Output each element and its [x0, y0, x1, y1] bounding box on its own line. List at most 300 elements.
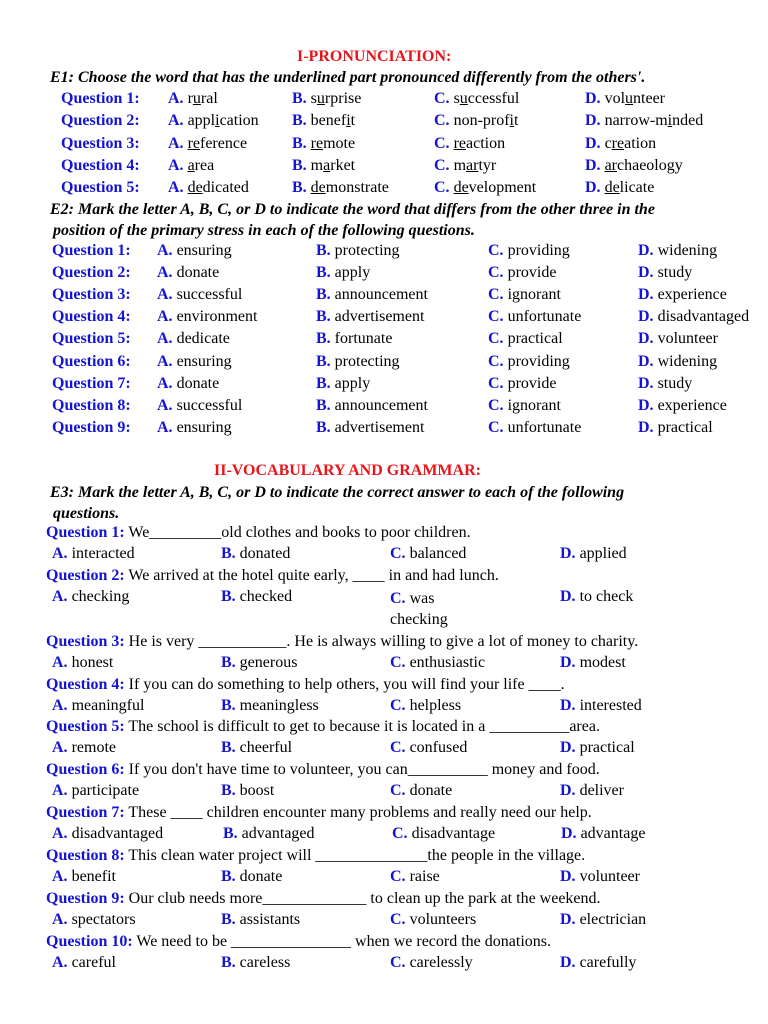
option-letter: C.: [488, 264, 504, 282]
answer-option: [638, 264, 692, 282]
question-label: Question 8:: [46, 847, 125, 864]
answer-option: [52, 782, 139, 800]
answer-option: [638, 242, 717, 260]
option-text: checking: [67, 588, 130, 605]
option-text: apply: [330, 264, 371, 282]
question-label: Question 2:: [61, 112, 140, 130]
question-text: We arrived at the hotel quite early, ____ in and had lunch.: [124, 567, 499, 584]
option-letter: B.: [221, 654, 236, 671]
option-text: disadvantaged: [653, 308, 750, 326]
option-letter: D.: [560, 588, 576, 605]
question-stem: [46, 933, 551, 951]
option-letter: D.: [560, 868, 576, 885]
answer-option: [390, 868, 440, 886]
option-letter: C.: [390, 739, 406, 756]
option-letter: D.: [638, 374, 654, 392]
option-letter: A.: [157, 352, 173, 370]
option-letter: D.: [560, 739, 576, 756]
question-stem: [46, 890, 601, 908]
answer-option: [560, 697, 642, 715]
option-text-suffix: licate: [619, 179, 655, 197]
underlined-part: i: [667, 112, 673, 130]
option-text-suffix: action: [466, 134, 506, 152]
option-letter: D.: [638, 286, 654, 304]
question-text: If you don't have time to volunteer, you can__________ money and food.: [124, 761, 600, 778]
option-text: participate: [67, 782, 140, 799]
answer-option: [434, 112, 518, 130]
question-label: Question 1:: [46, 524, 125, 541]
option-text: ensuring: [172, 242, 232, 259]
question-stem: [46, 804, 592, 822]
option-letter: D.: [638, 330, 654, 348]
option-letter: B.: [292, 134, 307, 152]
answer-option: [52, 868, 116, 886]
underlined-part: re: [611, 134, 625, 152]
option-text-suffix: rket: [330, 156, 356, 174]
option-letter: D.: [560, 954, 576, 971]
e1-instruction: E1: Choose the word that has the underlined part pronounced differently from the others'.: [50, 69, 646, 86]
answer-option: [488, 397, 561, 415]
option-text: honest: [67, 654, 114, 671]
option-letter: D.: [585, 134, 601, 152]
option-text: generous: [235, 654, 298, 671]
option-text: careless: [235, 954, 291, 971]
answer-option: [157, 286, 242, 304]
question-label: Question 4:: [46, 676, 125, 693]
option-text: unfortunate: [503, 308, 582, 326]
option-letter: B.: [316, 330, 331, 348]
question-label: Question 2:: [46, 567, 125, 584]
answer-option: [292, 112, 355, 130]
question-label: Question 10:: [46, 933, 133, 950]
option-letter: A.: [168, 179, 184, 197]
underlined-part: a: [187, 156, 195, 174]
option-letter: B.: [221, 954, 236, 971]
option-text-suffix: rea: [194, 156, 215, 174]
option-letter: B.: [223, 825, 238, 842]
option-letter: C.: [434, 134, 450, 152]
underlined-part: u: [192, 90, 201, 107]
answer-option: [434, 179, 536, 197]
answer-option: [560, 739, 635, 757]
underlined-part: i: [215, 112, 220, 130]
option-text: electrician: [575, 911, 647, 928]
option-text: ensuring: [172, 352, 232, 370]
option-letter: C.: [488, 330, 504, 348]
question-label: Question 6:: [52, 352, 131, 370]
answer-option: [316, 330, 392, 348]
option-text-suffix: ccessful: [467, 90, 520, 107]
option-letter: B.: [316, 242, 331, 259]
answer-option: [585, 179, 654, 197]
answer-option: [390, 782, 452, 800]
option-text-prefix: s: [306, 90, 317, 107]
underlined-part: i: [509, 112, 514, 130]
option-letter: B.: [292, 112, 307, 130]
answer-option: [390, 588, 448, 630]
option-letter: B.: [221, 588, 236, 605]
option-text: experience: [653, 286, 727, 304]
answer-option: [52, 954, 116, 972]
option-letter: C.: [390, 590, 406, 607]
answer-option: [168, 90, 218, 108]
answer-option: [221, 911, 300, 929]
underlined-part: u: [316, 90, 325, 107]
answer-option: [392, 825, 495, 843]
option-text: study: [653, 374, 693, 392]
answer-option: [488, 353, 570, 371]
option-letter: C.: [488, 242, 504, 259]
option-letter: A.: [157, 286, 173, 304]
option-text: announcement: [330, 396, 428, 414]
answer-option: [168, 135, 247, 153]
answer-option: [316, 242, 400, 260]
option-letter: C.: [488, 396, 504, 414]
option-letter: A.: [52, 868, 68, 885]
question-text: We_________old clothes and books to poor children.: [124, 524, 471, 541]
question-label: Question 9:: [46, 890, 125, 907]
option-text: carelessly: [405, 954, 473, 971]
option-text: deliver: [575, 782, 624, 799]
option-text-suffix: mote: [323, 134, 356, 152]
option-text-prefix: m: [306, 156, 324, 174]
answer-option: [434, 135, 505, 153]
answer-option: [638, 353, 717, 371]
e3-instruction-line1: E3: Mark the letter A, B, C, or D to indicate the correct answer to each of the following: [50, 484, 625, 501]
answer-option: [488, 286, 561, 304]
option-text: advantaged: [237, 825, 315, 842]
option-text: meaningless: [235, 697, 319, 714]
option-text: checked: [235, 588, 293, 605]
answer-option: [292, 157, 355, 175]
question-label: Question 3:: [46, 633, 125, 650]
option-letter: A.: [52, 739, 68, 756]
option-letter: A.: [157, 308, 173, 326]
option-text-suffix: nteer: [633, 90, 665, 107]
option-letter: B.: [292, 90, 307, 107]
answer-option: [221, 739, 292, 757]
option-letter: C.: [434, 156, 450, 174]
option-letter: C.: [390, 911, 406, 928]
option-text: modest: [575, 654, 626, 671]
answer-option: [316, 286, 428, 304]
option-letter: C.: [434, 90, 450, 107]
option-letter: D.: [638, 264, 654, 282]
option-text: advertisement: [330, 308, 425, 326]
question-stem: [46, 567, 499, 585]
answer-option: [585, 135, 656, 153]
option-letter: D.: [560, 545, 576, 562]
option-text: advantage: [576, 825, 646, 842]
answer-option: [316, 353, 400, 371]
question-text: He is very ___________. He is always willing to give a lot of money to charity.: [124, 633, 639, 650]
answer-option: [560, 954, 636, 972]
option-letter: C.: [392, 825, 408, 842]
option-letter: A.: [52, 782, 68, 799]
question-stem: [46, 761, 600, 779]
answer-option: [316, 419, 424, 437]
option-text-prefix: narrow-m: [600, 112, 668, 130]
answer-option: [488, 242, 570, 260]
answer-option: [52, 654, 113, 672]
option-letter: D.: [585, 179, 601, 197]
answer-option: [316, 397, 428, 415]
option-text: practical: [653, 418, 713, 436]
answer-option: [638, 330, 718, 348]
option-letter: A.: [52, 954, 68, 971]
option-text: volunteers: [405, 911, 477, 928]
option-text: spectators: [67, 911, 136, 928]
answer-option: [221, 954, 290, 972]
answer-option: [560, 654, 626, 672]
option-text: was: [405, 590, 435, 607]
option-letter: B.: [221, 911, 236, 928]
option-letter: A.: [157, 374, 173, 392]
option-letter: A.: [157, 330, 173, 348]
option-text: enthusiastic: [405, 654, 486, 671]
question-label: Question 4:: [52, 308, 131, 326]
option-letter: B.: [316, 396, 331, 414]
option-text-suffix: t: [350, 112, 356, 130]
option-text: cheerful: [235, 739, 293, 756]
option-letter: A.: [168, 90, 184, 107]
option-text: ignorant: [503, 286, 561, 304]
option-letter: D.: [638, 396, 654, 414]
option-letter: A.: [52, 588, 68, 605]
question-label: Question 9:: [52, 418, 131, 436]
answer-option: [157, 242, 232, 260]
option-text: successful: [172, 396, 243, 414]
option-text-prefix: s: [449, 90, 460, 107]
e2-instruction-line2: position of the primary stress in each of the following questions.: [53, 222, 475, 239]
option-text: volunteer: [575, 868, 640, 885]
answer-option: [292, 90, 361, 108]
underlined-part: de: [604, 179, 620, 197]
option-letter: C.: [434, 179, 450, 197]
option-text-suffix: cation: [219, 112, 259, 130]
option-letter: A.: [168, 134, 184, 152]
option-text: applied: [575, 545, 627, 562]
option-letter: A.: [168, 156, 184, 174]
option-text-prefix: m: [449, 156, 467, 174]
option-letter: B.: [316, 418, 331, 436]
option-text: practical: [575, 739, 635, 756]
option-letter: B.: [316, 352, 331, 370]
underlined-part: re: [310, 134, 324, 152]
option-letter: C.: [390, 954, 406, 971]
option-letter: B.: [221, 739, 236, 756]
option-letter: A.: [157, 264, 173, 282]
option-text-suffix: monstrate: [325, 179, 389, 197]
answer-option: [560, 911, 646, 929]
option-letter: C.: [488, 374, 504, 392]
underlined-part: u: [625, 90, 634, 107]
option-letter: B.: [316, 308, 331, 326]
answer-option: [157, 375, 219, 393]
option-text: meaningful: [67, 697, 145, 714]
answer-option: [560, 868, 640, 886]
option-text: providing: [503, 242, 570, 259]
underlined-part: re: [453, 134, 466, 152]
option-letter: C.: [488, 286, 504, 304]
option-text: benefit: [67, 868, 116, 885]
option-text: unfortunate: [503, 418, 582, 436]
question-stem: [46, 524, 471, 542]
underlined-part: ar: [604, 156, 617, 174]
answer-option: [390, 739, 467, 757]
option-letter: A.: [52, 825, 68, 842]
option-letter: C.: [390, 782, 406, 799]
question-label: Question 7:: [52, 374, 131, 392]
option-letter: D.: [561, 825, 577, 842]
option-text: providing: [503, 352, 570, 370]
option-text-suffix: velopment: [468, 179, 537, 197]
option-text-suffix: chaeology: [617, 156, 683, 174]
question-stem: [46, 633, 638, 651]
answer-option: [638, 397, 727, 415]
option-letter: D.: [585, 156, 601, 174]
answer-option: [560, 782, 624, 800]
option-text-suffix: ference: [200, 134, 248, 152]
answer-option: [221, 545, 290, 563]
option-letter: B.: [221, 697, 236, 714]
answer-option: [390, 654, 485, 672]
answer-option: [292, 179, 389, 197]
option-text: assistants: [235, 911, 301, 928]
option-text-prefix: appl: [183, 112, 216, 130]
option-letter: B.: [316, 374, 331, 392]
question-text: We need to be _______________ when we record the donations.: [132, 933, 551, 950]
answer-option: [221, 868, 282, 886]
question-label: Question 5:: [46, 718, 125, 735]
option-letter: A.: [52, 654, 68, 671]
option-letter: D.: [585, 112, 601, 130]
question-label: Question 1:: [61, 90, 140, 107]
option-text: donate: [172, 374, 220, 392]
option-text: interacted: [67, 545, 135, 562]
answer-option: [488, 308, 581, 326]
option-letter: C.: [390, 545, 406, 562]
option-letter: A.: [52, 911, 68, 928]
answer-option: [221, 654, 297, 672]
answer-option: [390, 911, 476, 929]
question-text: These ____ children encounter many problems and really need our help.: [124, 804, 592, 821]
option-text-line2: checking: [390, 611, 448, 628]
option-text: confused: [405, 739, 468, 756]
option-text: announcement: [330, 286, 428, 304]
option-text: boost: [235, 782, 275, 799]
underlined-part: de: [187, 179, 203, 197]
option-text: donate: [235, 868, 283, 885]
option-letter: A.: [52, 545, 68, 562]
answer-option: [316, 264, 370, 282]
option-letter: D.: [560, 654, 576, 671]
option-letter: B.: [221, 868, 236, 885]
option-letter: D.: [560, 782, 576, 799]
option-text: fortunate: [330, 330, 393, 348]
option-text: disadvantaged: [67, 825, 164, 842]
section1-title: I-PRONUNCIATION:: [297, 48, 452, 65]
option-text: apply: [330, 374, 371, 392]
underlined-part: i: [346, 112, 351, 130]
question-label: Question 1:: [52, 242, 131, 259]
answer-option: [390, 697, 461, 715]
option-letter: A.: [52, 697, 68, 714]
option-letter: B.: [221, 782, 236, 799]
option-letter: C.: [434, 112, 450, 130]
option-text-prefix: vol: [600, 90, 626, 107]
option-letter: A.: [157, 396, 173, 414]
question-stem: [46, 847, 585, 865]
option-text-suffix: dicated: [202, 179, 249, 197]
option-text: remote: [67, 739, 116, 756]
section2-title: II-VOCABULARY AND GRAMMAR:: [214, 462, 481, 479]
answer-option: [52, 545, 135, 563]
question-label: Question 2:: [52, 264, 131, 282]
option-letter: A.: [157, 242, 173, 259]
answer-option: [585, 90, 665, 108]
answer-option: [560, 588, 633, 606]
answer-option: [157, 419, 232, 437]
option-letter: A.: [168, 112, 184, 130]
answer-option: [316, 375, 370, 393]
answer-option: [638, 286, 727, 304]
option-text: carefully: [575, 954, 637, 971]
answer-option: [52, 825, 163, 843]
option-text-prefix: benef: [306, 112, 347, 130]
option-letter: B.: [316, 264, 331, 282]
answer-option: [638, 375, 692, 393]
option-text: provide: [503, 264, 557, 282]
e3-instruction-line2: questions.: [53, 505, 120, 522]
option-text: provide: [503, 374, 557, 392]
option-letter: C.: [488, 308, 504, 326]
question-label: Question 3:: [52, 286, 131, 304]
answer-option: [221, 782, 274, 800]
option-text: balanced: [405, 545, 467, 562]
answer-option: [390, 545, 466, 563]
answer-option: [390, 954, 473, 972]
option-text-suffix: nded: [672, 112, 704, 130]
answer-option: [488, 375, 556, 393]
option-text-suffix: tyr: [478, 156, 497, 174]
option-text: widening: [653, 352, 718, 370]
underlined-part: u: [459, 90, 468, 107]
underlined-part: de: [453, 179, 469, 197]
option-text: practical: [503, 330, 563, 348]
question-stem: [46, 718, 600, 736]
option-letter: B.: [292, 156, 307, 174]
answer-option: [638, 308, 749, 326]
question-label: Question 8:: [52, 396, 131, 414]
option-text-suffix: rprise: [324, 90, 362, 107]
option-text: advertisement: [330, 418, 425, 436]
option-text: protecting: [330, 352, 400, 370]
option-text: ignorant: [503, 396, 561, 414]
answer-option: [316, 308, 424, 326]
answer-option: [52, 911, 136, 929]
answer-option: [157, 308, 257, 326]
question-text: If you can do something to help others, you will find your life ____.: [124, 676, 565, 693]
answer-option: [223, 825, 315, 843]
underlined-part: re: [187, 134, 200, 152]
answer-option: [221, 588, 292, 606]
answer-option: [434, 90, 519, 108]
answer-option: [585, 157, 683, 175]
option-letter: C.: [390, 654, 406, 671]
answer-option: [52, 697, 144, 715]
option-letter: D.: [560, 697, 576, 714]
